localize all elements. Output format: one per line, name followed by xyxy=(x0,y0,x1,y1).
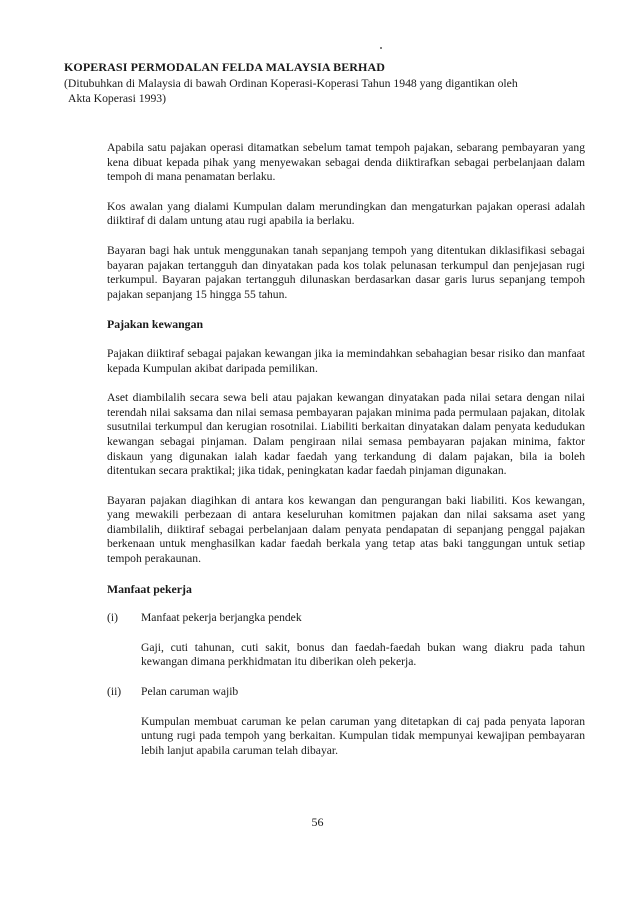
item-label: Pelan caruman wajib xyxy=(141,685,239,699)
paragraph-contribution-plan: Kumpulan membuat caruman ke pelan caruman yang ditetapkan di caj pada penyata laporan untung rugi pada tempoh yang berkaitan. Kumpulan tidak mempunyai kewajipan pembayaran lebih lanjut apabila caruman telah dibayar. xyxy=(141,714,585,757)
scan-speck xyxy=(380,47,382,49)
item-number: (i) xyxy=(107,611,118,625)
paragraph-finance-lease-assets: Aset diambilalih secara sewa beli atau pajakan kewangan dinyatakan pada nilai setara dengan nilai terendah nilai saksama dan nilai semasa pembayaran pajakan minima pada permulaan pajakan, ditolak susutnilai terkumpul dan kerugian rosotnilai. Liabiliti berkaitan dinyatakan dalam penyata kedudukan kewangan sebagai pinjaman. Dalam pengiraan nilai semasa pembayaran pajakan minima, faktor diskaun yang digunakan ialah kadar faedah yang terkandung di dalam pajakan, bila ia boleh ditentukan secara praktikal; jika tidak, peningkatan kadar faedah pinjaman digunakan. xyxy=(107,391,585,478)
organization-title: KOPERASI PERMODALAN FELDA MALAYSIA BERHAD xyxy=(64,60,386,74)
subtitle-line-1: (Ditubuhkan di Malaysia di bawah Ordinan Koperasi-Koperasi Tahun 1948 yang digantikan oleh xyxy=(64,77,518,90)
paragraph-land-lease: Bayaran bagi hak untuk menggunakan tanah sepanjang tempoh yang ditentukan diklasifikasi sebagai bayaran pajakan tertangguh dan dinyatakan pada kos tolak pelunasan terkumpul dan penjejasan rugi terkumpul. Bayaran pajakan tertangguh dilunaskan berdasarkan dasar garis lurus sepanjang tempoh pajakan sepanjang 15 hingga 55 tahun. xyxy=(107,243,585,301)
organization-subtitle xyxy=(64,76,604,106)
paragraph-initial-costs: Kos awalan yang dialami Kumpulan dalam merundingkan dan mengaturkan pajakan operasi adalah diiktiraf di dalam untung atau rugi apabila ia berlaku. xyxy=(107,199,585,228)
section-heading-finance-lease: Pajakan kewangan xyxy=(107,317,204,332)
list-item-contribution-plan xyxy=(107,685,585,700)
paragraph-finance-lease-definition: Pajakan diiktiraf sebagai pajakan kewangan jika ia memindahkan sebahagian besar risiko dan manfaat kepada Kumpulan akibat daripada pemilikan. xyxy=(107,346,585,375)
paragraph-operating-lease-termination: Apabila satu pajakan operasi ditamatkan sebelum tamat tempoh pajakan, sebarang pembayaran yang kena dibuat kepada pihak yang menyewakan sebagai denda diiktirafkan sebagai perbelanjaan dalam tempoh di mana penamatan berlaku. xyxy=(107,141,585,184)
item-label: Manfaat pekerja berjangka pendek xyxy=(141,611,302,625)
document-body xyxy=(107,141,585,773)
page-number: 56 xyxy=(311,815,324,829)
section-heading-employee-benefits: Manfaat pekerja xyxy=(107,581,192,596)
item-number: (ii) xyxy=(107,685,122,699)
paragraph-lease-payments: Bayaran pajakan diagihkan di antara kos kewangan dan pengurangan baki liabiliti. Kos kewangan, yang mewakili perbezaan di antara keseluruhan komitmen pajakan dan nilai saksama aset yang diambilalih, diiktiraf sebagai perbelanjaan dalam penyata pendapatan di sepanjang penggal pajakan berkenaan untuk menghasilkan kadar faedah berkala yang tetap atas baki tanggungan untuk setiap tempoh perakaunan. xyxy=(107,493,585,566)
subtitle-line-2: Akta Koperasi 1993) xyxy=(68,92,167,105)
paragraph-short-term-benefits: Gaji, cuti tahunan, cuti sakit, bonus dan faedah-faedah bukan wang diakru pada tahun kewangan dimana perkhidmatan itu diberikan oleh pekerja. xyxy=(141,640,585,669)
list-item-short-term-benefits xyxy=(107,611,585,626)
